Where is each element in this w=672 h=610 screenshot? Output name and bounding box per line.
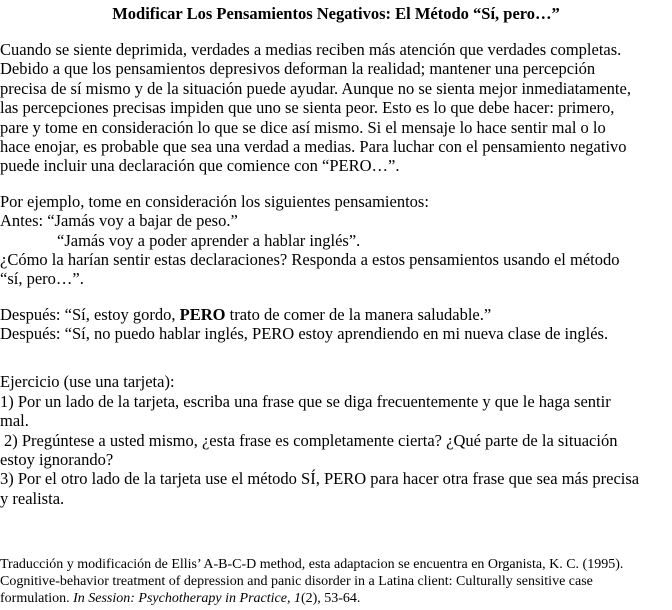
reference-line-3 [0,591,672,608]
intro-line: hace enojar, es probable que sea una verdad a medias. Para luchar con el pensamiento negativo [0,136,627,156]
example-question: ¿Cómo la harían sentir estas declaraciones? Responda a estos pensamientos usando el método [0,249,620,269]
document-body [0,40,672,508]
after-line-1 [0,305,672,324]
reference-line-3-start: formulation. [0,590,74,606]
example-lead: Por ejemplo, tome en consideración los siguientes pensamientos: [0,191,429,211]
intro-line: las percepciones precisas impiden que uno se sienta peor. Esto es lo que debe hacer: primero, [0,98,615,118]
exercise-step-3-cont: y realista. [0,488,65,508]
exercise-step-1-cont: mal. [0,411,29,431]
after-line-2: Después: “Sí, no puedo hablar inglés, PERO estoy aprendiendo en mi nueva clase de inglés. [0,324,609,344]
exercise-step-3: 3) Por el otro lado de la tarjeta use el método SÍ, PERO para hacer otra frase que sea más precisa [0,469,640,489]
journal-name: In Session: Psychotherapy in Practice, 1 [73,590,301,606]
reference-line-3-end: (2), 53-64. [300,590,361,606]
after-section [0,305,672,344]
reference-line-2: Cognitive-behavior treatment of depression and panic disorder in a Latina client: Culturally sensitive case [0,573,593,589]
after-line-1-start: Después: “Sí, estoy gordo, [0,304,180,324]
intro-line: precisa de sí mismo y de la situación puede ayudar. Aunque no se sienta mejor inmediatamente, [0,78,631,98]
intro-line: Cuando se siente deprimida, verdades a medias reciben más atención que verdades completas. [0,40,622,59]
example-section [0,192,672,289]
intro-line: Debido a que los pensamientos depresivos deforman la realidad; mantener una percepción [0,59,596,79]
intro-line: pare y tome en consideración lo que se dice así mismo. Si el mensaje lo hace sentir mal o lo [0,117,606,137]
after-line-1-end: trato de comer de la manera saludable.” [225,304,492,324]
reference-line-1: Traducción y modificación de Ellis’ A-B-C-D method, esta adaptacion se encuentra en Organista, K. C. (1995). [0,557,624,572]
exercise-section [0,372,672,508]
example-question-cont: “sí, pero…”. [0,269,84,289]
pero-emphasis: PERO [179,304,226,324]
intro-paragraph [0,40,672,176]
before-thought-2: “Jamás voy a poder aprender a hablar inglés”. [57,230,361,250]
document-title: Modificar Los Pensamientos Negativos: El Método “Sí, pero…” [112,4,560,23]
exercise-heading: Ejercicio (use una tarjeta): [0,372,175,392]
exercise-step-1: 1) Por un lado de la tarjeta, escriba una frase que se diga frecuentemente y que le haga sentir [0,391,611,411]
exercise-step-2-cont: estoy ignorando? [0,450,114,470]
before-thought-1: Antes: “Jamás voy a bajar de peso.” [0,211,238,231]
exercise-step-2: 2) Pregúntese a usted mismo, ¿esta frase es completamente cierta? ¿Qué parte de la situación [4,430,618,450]
intro-line: puede incluir una declaración que comience con “PERO…”. [0,156,400,176]
reference-citation [0,557,672,607]
